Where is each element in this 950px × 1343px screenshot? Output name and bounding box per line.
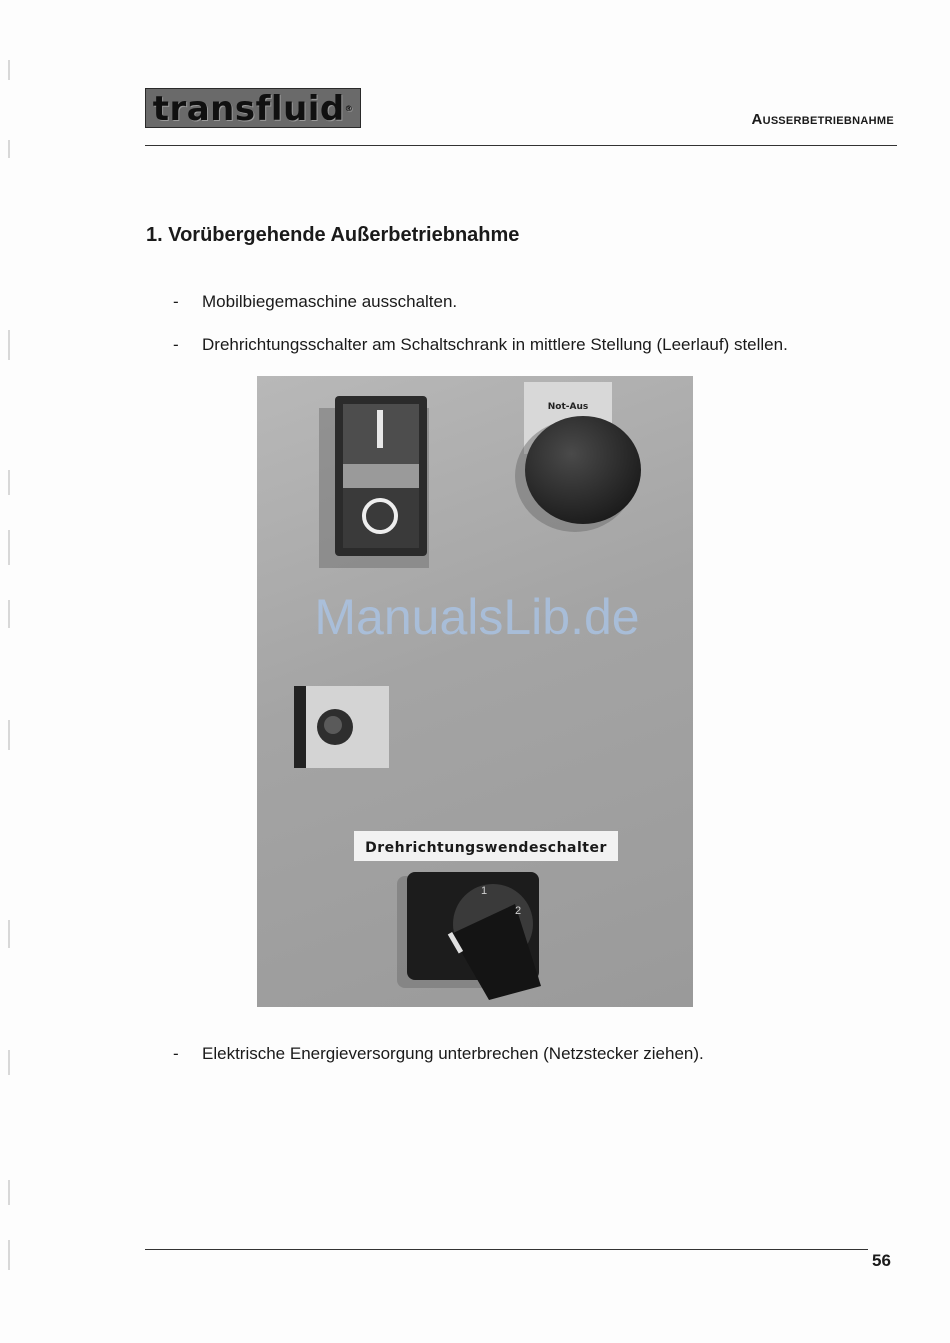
bullet-text: Drehrichtungsschalter am Schaltschrank in mittlere Stellung (Leerlauf) stellen. xyxy=(202,335,788,354)
section-title: Außerbetriebnahme xyxy=(751,111,894,128)
bullet-text: Elektrische Energieversorgung unterbrechen (Netzstecker ziehen). xyxy=(202,1044,704,1063)
control-panel-photo xyxy=(257,376,693,1007)
transfluid-logo xyxy=(145,88,361,128)
rotary-reversing-switch xyxy=(397,872,541,1000)
emergency-stop-label: Not-Aus xyxy=(547,402,589,412)
logo-trademark: ® xyxy=(344,104,354,113)
list-item xyxy=(173,292,873,314)
emergency-stop xyxy=(515,382,641,532)
logo-text: transfluid xyxy=(152,89,345,129)
page-number: 56 xyxy=(872,1251,891,1270)
rotary-position-2: 2 xyxy=(515,905,522,917)
rotary-position-1: 1 xyxy=(481,885,488,897)
header-divider xyxy=(145,145,897,146)
rocker-switch xyxy=(319,396,429,568)
footer-divider xyxy=(145,1249,868,1250)
bullet-text: Mobilbiegemaschine ausschalten. xyxy=(202,292,458,311)
bullet-dash: - xyxy=(173,1044,179,1063)
bullet-dash: - xyxy=(173,335,179,354)
switch-label: Drehrichtungswendeschalter xyxy=(365,840,607,856)
list-item xyxy=(173,335,873,357)
bullet-dash: - xyxy=(173,292,179,311)
watermark: ManualsLib.de xyxy=(314,589,640,645)
list-item xyxy=(173,1044,873,1066)
indicator-lamp xyxy=(294,686,389,768)
page-heading: 1. Vorübergehende Außerbetriebnahme xyxy=(146,224,520,246)
